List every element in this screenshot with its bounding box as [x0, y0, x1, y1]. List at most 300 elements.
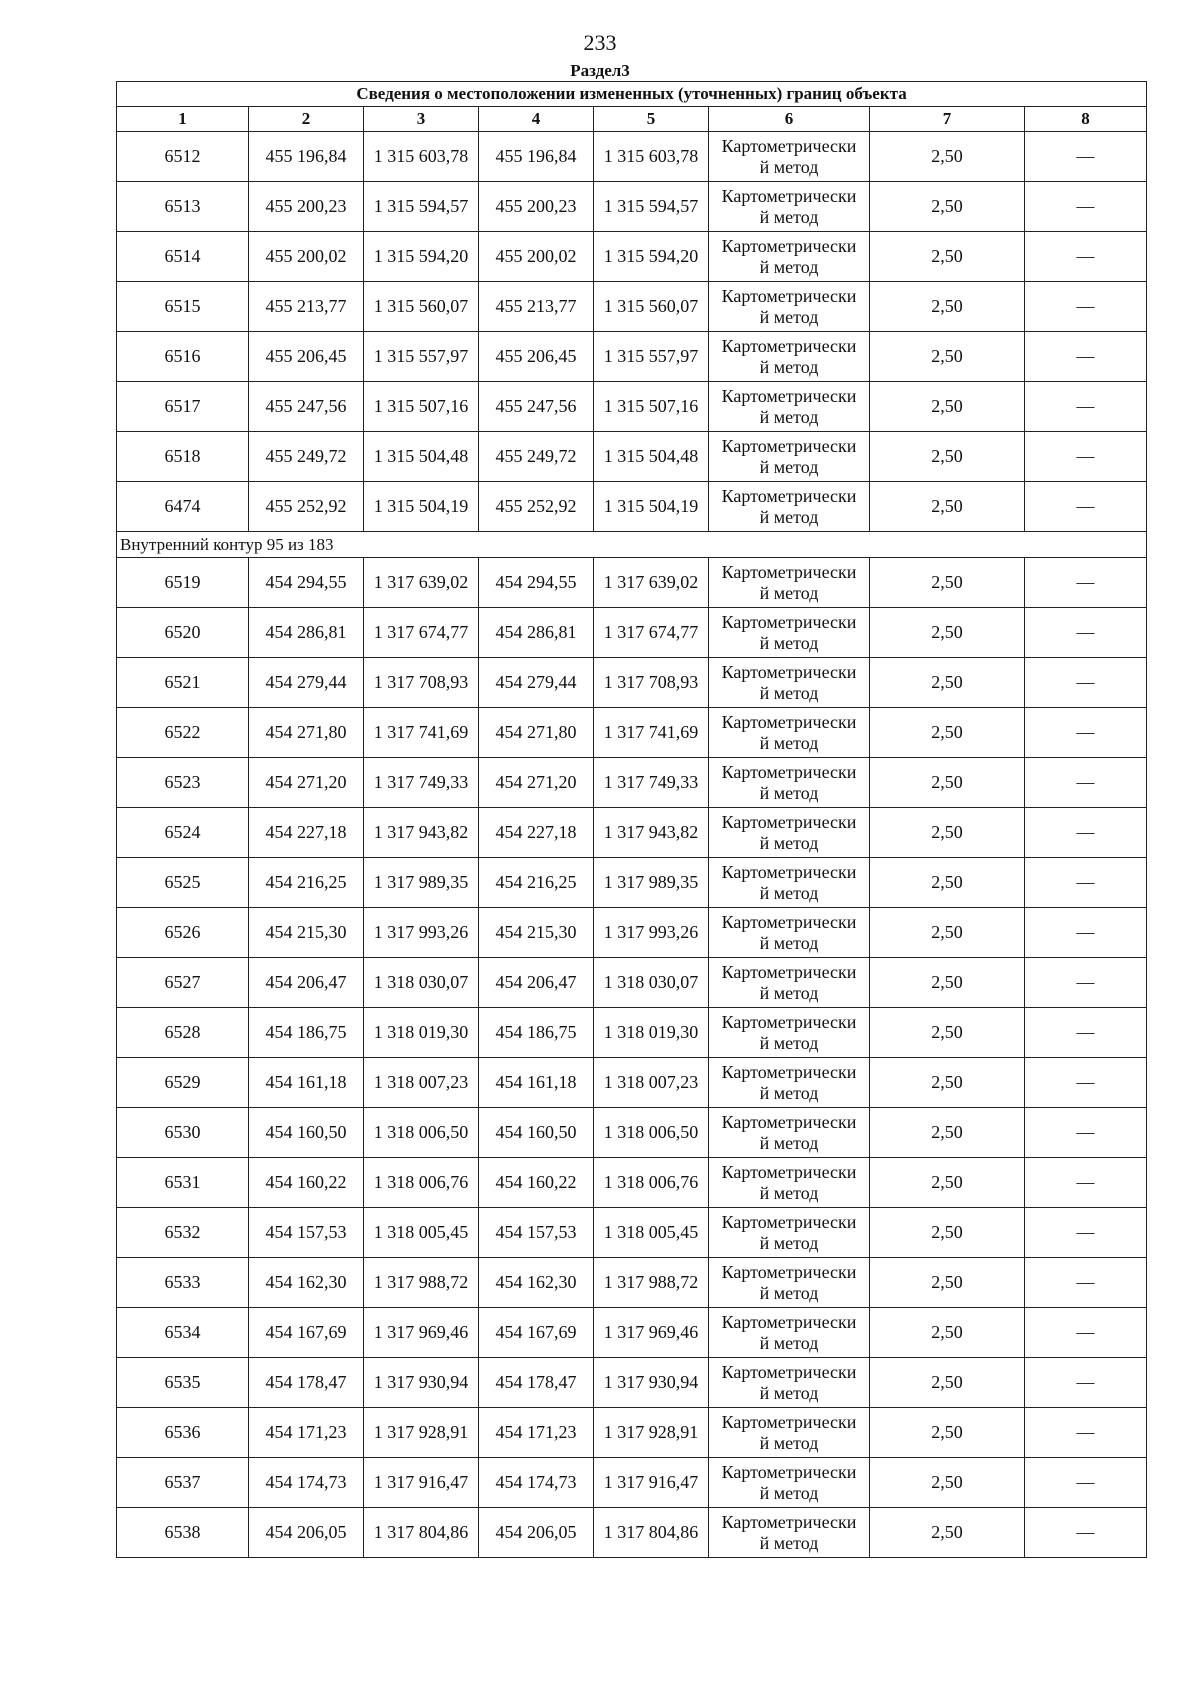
point-number-cell: 6528 — [117, 1008, 249, 1058]
accuracy-cell: 2,50 — [870, 608, 1025, 658]
accuracy-cell: 2,50 — [870, 1308, 1025, 1358]
method-cell — [709, 608, 870, 658]
method-cell — [709, 1008, 870, 1058]
y-coordinate-cell: 1 317 639,02 — [364, 558, 479, 608]
method-text-line: Картометрически — [721, 961, 857, 982]
method-text-line: Картометрически — [721, 335, 857, 356]
method-text-line: Картометрически — [721, 611, 857, 632]
method-cell — [709, 1508, 870, 1558]
method-text-line: й метод — [759, 982, 819, 1003]
x-coordinate-cell: 455 213,77 — [249, 282, 364, 332]
method-text-line: Картометрически — [721, 761, 857, 782]
y-coordinate-new-cell: 1 317 916,47 — [594, 1458, 709, 1508]
table-row — [117, 958, 1147, 1008]
x-coordinate-new-cell: 454 161,18 — [479, 1058, 594, 1108]
accuracy-cell: 2,50 — [870, 382, 1025, 432]
table-row — [117, 908, 1147, 958]
method-text-line: й метод — [759, 1232, 819, 1253]
accuracy-cell: 2,50 — [870, 482, 1025, 532]
method-text-line: Картометрически — [721, 435, 857, 456]
method-text-line: Картометрически — [721, 1461, 857, 1482]
table-row — [117, 432, 1147, 482]
method-text-line: й метод — [759, 932, 819, 953]
method-text-line: й метод — [759, 256, 819, 277]
method-text-line: Картометрически — [721, 1161, 857, 1182]
method-text-line: й метод — [759, 1082, 819, 1103]
accuracy-cell: 2,50 — [870, 908, 1025, 958]
method-text-line: й метод — [759, 1382, 819, 1403]
x-coordinate-new-cell: 455 249,72 — [479, 432, 594, 482]
point-number-cell: 6534 — [117, 1308, 249, 1358]
y-coordinate-cell: 1 317 916,47 — [364, 1458, 479, 1508]
table-row — [117, 758, 1147, 808]
x-coordinate-cell: 455 247,56 — [249, 382, 364, 432]
column-8-cell: — — [1025, 1108, 1147, 1158]
x-coordinate-new-cell: 455 200,23 — [479, 182, 594, 232]
column-8-cell: — — [1025, 1308, 1147, 1358]
y-coordinate-cell: 1 317 804,86 — [364, 1508, 479, 1558]
table-row — [117, 858, 1147, 908]
column-8-cell: — — [1025, 1358, 1147, 1408]
method-cell — [709, 558, 870, 608]
accuracy-cell: 2,50 — [870, 432, 1025, 482]
method-text-line: й метод — [759, 782, 819, 803]
point-number-cell: 6523 — [117, 758, 249, 808]
table-row — [117, 1158, 1147, 1208]
x-coordinate-new-cell: 455 200,02 — [479, 232, 594, 282]
column-number: 6 — [709, 107, 870, 132]
point-number-cell: 6536 — [117, 1408, 249, 1458]
x-coordinate-cell: 454 206,05 — [249, 1508, 364, 1558]
x-coordinate-new-cell: 454 186,75 — [479, 1008, 594, 1058]
point-number-cell: 6524 — [117, 808, 249, 858]
method-cell — [709, 482, 870, 532]
point-number-cell: 6526 — [117, 908, 249, 958]
method-text-line: й метод — [759, 1132, 819, 1153]
table-row — [117, 708, 1147, 758]
column-8-cell: — — [1025, 382, 1147, 432]
method-text-line: Картометрически — [721, 1311, 857, 1332]
method-text-line: й метод — [759, 406, 819, 427]
method-text-line: й метод — [759, 1532, 819, 1553]
method-cell — [709, 658, 870, 708]
y-coordinate-new-cell: 1 317 708,93 — [594, 658, 709, 708]
method-cell — [709, 808, 870, 858]
y-coordinate-new-cell: 1 318 007,23 — [594, 1058, 709, 1108]
y-coordinate-cell: 1 315 507,16 — [364, 382, 479, 432]
table-row — [117, 1508, 1147, 1558]
x-coordinate-cell: 454 157,53 — [249, 1208, 364, 1258]
method-text-line: Картометрически — [721, 561, 857, 582]
x-coordinate-cell: 454 227,18 — [249, 808, 364, 858]
y-coordinate-new-cell: 1 317 943,82 — [594, 808, 709, 858]
table-row — [117, 282, 1147, 332]
column-8-cell: — — [1025, 1008, 1147, 1058]
column-8-cell: — — [1025, 1208, 1147, 1258]
table-row — [117, 558, 1147, 608]
x-coordinate-new-cell: 455 252,92 — [479, 482, 594, 532]
x-coordinate-new-cell: 455 196,84 — [479, 132, 594, 182]
x-coordinate-new-cell: 454 178,47 — [479, 1358, 594, 1408]
point-number-cell: 6530 — [117, 1108, 249, 1158]
x-coordinate-new-cell: 455 213,77 — [479, 282, 594, 332]
method-cell — [709, 232, 870, 282]
column-number: 4 — [479, 107, 594, 132]
y-coordinate-new-cell: 1 315 594,20 — [594, 232, 709, 282]
point-number-cell: 6529 — [117, 1058, 249, 1108]
y-coordinate-cell: 1 317 708,93 — [364, 658, 479, 708]
y-coordinate-new-cell: 1 315 507,16 — [594, 382, 709, 432]
y-coordinate-new-cell: 1 318 006,50 — [594, 1108, 709, 1158]
y-coordinate-new-cell: 1 318 030,07 — [594, 958, 709, 1008]
x-coordinate-cell: 455 200,02 — [249, 232, 364, 282]
method-cell — [709, 132, 870, 182]
accuracy-cell: 2,50 — [870, 808, 1025, 858]
y-coordinate-cell: 1 317 969,46 — [364, 1308, 479, 1358]
accuracy-cell: 2,50 — [870, 282, 1025, 332]
x-coordinate-cell: 455 196,84 — [249, 132, 364, 182]
accuracy-cell: 2,50 — [870, 232, 1025, 282]
table-title-row — [117, 82, 1147, 107]
table-row — [117, 1208, 1147, 1258]
table-row — [117, 132, 1147, 182]
table-row — [117, 332, 1147, 382]
accuracy-cell: 2,50 — [870, 858, 1025, 908]
y-coordinate-new-cell: 1 318 005,45 — [594, 1208, 709, 1258]
method-text-line: й метод — [759, 832, 819, 853]
x-coordinate-cell: 454 162,30 — [249, 1258, 364, 1308]
accuracy-cell: 2,50 — [870, 1358, 1025, 1408]
x-coordinate-new-cell: 454 160,50 — [479, 1108, 594, 1158]
y-coordinate-cell: 1 315 557,97 — [364, 332, 479, 382]
y-coordinate-cell: 1 318 006,76 — [364, 1158, 479, 1208]
table-row — [117, 382, 1147, 432]
x-coordinate-new-cell: 455 247,56 — [479, 382, 594, 432]
table-title: Сведения о местоположении измененных (уточненных) границ объекта — [117, 82, 1147, 107]
y-coordinate-cell: 1 317 928,91 — [364, 1408, 479, 1458]
point-number-cell: 6512 — [117, 132, 249, 182]
method-text-line: й метод — [759, 1032, 819, 1053]
point-number-cell: 6531 — [117, 1158, 249, 1208]
x-coordinate-cell: 454 294,55 — [249, 558, 364, 608]
accuracy-cell: 2,50 — [870, 1008, 1025, 1058]
y-coordinate-cell: 1 318 019,30 — [364, 1008, 479, 1058]
column-8-cell: — — [1025, 958, 1147, 1008]
x-coordinate-cell: 454 171,23 — [249, 1408, 364, 1458]
point-number-cell: 6513 — [117, 182, 249, 232]
method-cell — [709, 1058, 870, 1108]
y-coordinate-new-cell: 1 317 930,94 — [594, 1358, 709, 1408]
x-coordinate-cell: 454 206,47 — [249, 958, 364, 1008]
point-number-cell: 6535 — [117, 1358, 249, 1408]
accuracy-cell: 2,50 — [870, 1408, 1025, 1458]
column-8-cell: — — [1025, 1158, 1147, 1208]
y-coordinate-new-cell: 1 315 594,57 — [594, 182, 709, 232]
table-row — [117, 1258, 1147, 1308]
accuracy-cell: 2,50 — [870, 332, 1025, 382]
column-8-cell: — — [1025, 708, 1147, 758]
x-coordinate-new-cell: 454 294,55 — [479, 558, 594, 608]
method-text-line: Картометрически — [721, 385, 857, 406]
x-coordinate-new-cell: 454 271,20 — [479, 758, 594, 808]
x-coordinate-cell: 454 279,44 — [249, 658, 364, 708]
x-coordinate-new-cell: 454 174,73 — [479, 1458, 594, 1508]
y-coordinate-cell: 1 317 741,69 — [364, 708, 479, 758]
method-text-line: й метод — [759, 456, 819, 477]
column-8-cell: — — [1025, 608, 1147, 658]
point-number-cell: 6515 — [117, 282, 249, 332]
x-coordinate-cell: 454 216,25 — [249, 858, 364, 908]
y-coordinate-new-cell: 1 317 988,72 — [594, 1258, 709, 1308]
table-row — [117, 808, 1147, 858]
table-row — [117, 182, 1147, 232]
table-row — [117, 482, 1147, 532]
method-text-line: й метод — [759, 1432, 819, 1453]
method-cell — [709, 1308, 870, 1358]
column-8-cell: — — [1025, 332, 1147, 382]
x-coordinate-cell: 454 186,75 — [249, 1008, 364, 1058]
x-coordinate-cell: 455 206,45 — [249, 332, 364, 382]
table-row — [117, 1458, 1147, 1508]
accuracy-cell: 2,50 — [870, 1258, 1025, 1308]
x-coordinate-new-cell: 454 271,80 — [479, 708, 594, 758]
x-coordinate-cell: 455 249,72 — [249, 432, 364, 482]
column-number: 3 — [364, 107, 479, 132]
point-number-cell: 6527 — [117, 958, 249, 1008]
method-cell — [709, 432, 870, 482]
accuracy-cell: 2,50 — [870, 1458, 1025, 1508]
y-coordinate-new-cell: 1 317 928,91 — [594, 1408, 709, 1458]
y-coordinate-cell: 1 318 006,50 — [364, 1108, 479, 1158]
x-coordinate-cell: 454 160,50 — [249, 1108, 364, 1158]
method-cell — [709, 1208, 870, 1258]
y-coordinate-new-cell: 1 317 749,33 — [594, 758, 709, 808]
accuracy-cell: 2,50 — [870, 1158, 1025, 1208]
column-8-cell: — — [1025, 232, 1147, 282]
column-8-cell: — — [1025, 1508, 1147, 1558]
method-cell — [709, 1158, 870, 1208]
accuracy-cell: 2,50 — [870, 1108, 1025, 1158]
point-number-cell: 6517 — [117, 382, 249, 432]
table-row — [117, 1308, 1147, 1358]
point-number-cell: 6537 — [117, 1458, 249, 1508]
method-text-line: й метод — [759, 632, 819, 653]
method-text-line: Картометрически — [721, 861, 857, 882]
method-cell — [709, 382, 870, 432]
column-8-cell: — — [1025, 1258, 1147, 1308]
y-coordinate-cell: 1 315 560,07 — [364, 282, 479, 332]
accuracy-cell: 2,50 — [870, 658, 1025, 708]
x-coordinate-cell: 454 286,81 — [249, 608, 364, 658]
column-8-cell: — — [1025, 432, 1147, 482]
y-coordinate-cell: 1 317 674,77 — [364, 608, 479, 658]
point-number-cell: 6538 — [117, 1508, 249, 1558]
method-text-line: Картометрически — [721, 185, 857, 206]
method-cell — [709, 282, 870, 332]
method-cell — [709, 182, 870, 232]
column-number: 5 — [594, 107, 709, 132]
x-coordinate-cell: 454 271,20 — [249, 758, 364, 808]
point-number-cell: 6518 — [117, 432, 249, 482]
method-text-line: й метод — [759, 1332, 819, 1353]
method-text-line: й метод — [759, 732, 819, 753]
method-text-line: й метод — [759, 206, 819, 227]
point-number-cell: 6519 — [117, 558, 249, 608]
accuracy-cell: 2,50 — [870, 1058, 1025, 1108]
contour-header-row — [117, 532, 1147, 558]
y-coordinate-cell: 1 318 005,45 — [364, 1208, 479, 1258]
y-coordinate-cell: 1 317 943,82 — [364, 808, 479, 858]
method-cell — [709, 708, 870, 758]
y-coordinate-new-cell: 1 317 804,86 — [594, 1508, 709, 1558]
accuracy-cell: 2,50 — [870, 708, 1025, 758]
method-cell — [709, 858, 870, 908]
column-8-cell: — — [1025, 558, 1147, 608]
column-8-cell: — — [1025, 1408, 1147, 1458]
x-coordinate-cell: 455 200,23 — [249, 182, 364, 232]
column-8-cell: — — [1025, 658, 1147, 708]
accuracy-cell: 2,50 — [870, 758, 1025, 808]
table-body — [117, 82, 1147, 1558]
method-cell — [709, 908, 870, 958]
x-coordinate-new-cell: 454 162,30 — [479, 1258, 594, 1308]
method-text-line: Картометрически — [721, 1361, 857, 1382]
column-8-cell: — — [1025, 282, 1147, 332]
x-coordinate-new-cell: 454 279,44 — [479, 658, 594, 708]
method-text-line: Картометрически — [721, 235, 857, 256]
x-coordinate-new-cell: 454 171,23 — [479, 1408, 594, 1458]
accuracy-cell: 2,50 — [870, 132, 1025, 182]
method-text-line: Картометрически — [721, 1261, 857, 1282]
x-coordinate-cell: 454 160,22 — [249, 1158, 364, 1208]
y-coordinate-new-cell: 1 315 560,07 — [594, 282, 709, 332]
x-coordinate-cell: 454 174,73 — [249, 1458, 364, 1508]
y-coordinate-new-cell: 1 318 006,76 — [594, 1158, 709, 1208]
y-coordinate-cell: 1 317 930,94 — [364, 1358, 479, 1408]
point-number-cell: 6520 — [117, 608, 249, 658]
point-number-cell: 6514 — [117, 232, 249, 282]
y-coordinate-new-cell: 1 317 989,35 — [594, 858, 709, 908]
y-coordinate-new-cell: 1 318 019,30 — [594, 1008, 709, 1058]
accuracy-cell: 2,50 — [870, 1508, 1025, 1558]
column-number-row — [117, 107, 1147, 132]
y-coordinate-new-cell: 1 317 969,46 — [594, 1308, 709, 1358]
method-text-line: Картометрически — [721, 135, 857, 156]
table-row — [117, 658, 1147, 708]
y-coordinate-new-cell: 1 317 674,77 — [594, 608, 709, 658]
contour-label: Внутренний контур 95 из 183 — [117, 532, 1147, 558]
method-text-line: Картометрически — [721, 1011, 857, 1032]
x-coordinate-new-cell: 454 216,25 — [479, 858, 594, 908]
point-number-cell: 6516 — [117, 332, 249, 382]
method-text-line: й метод — [759, 506, 819, 527]
point-number-cell: 6525 — [117, 858, 249, 908]
x-coordinate-cell: 454 271,80 — [249, 708, 364, 758]
method-text-line: Картометрически — [721, 911, 857, 932]
accuracy-cell: 2,50 — [870, 182, 1025, 232]
table-row — [117, 1358, 1147, 1408]
table-row — [117, 608, 1147, 658]
column-8-cell: — — [1025, 1458, 1147, 1508]
method-cell — [709, 1358, 870, 1408]
x-coordinate-new-cell: 454 206,05 — [479, 1508, 594, 1558]
table-row — [117, 1108, 1147, 1158]
x-coordinate-new-cell: 454 206,47 — [479, 958, 594, 1008]
x-coordinate-new-cell: 454 157,53 — [479, 1208, 594, 1258]
x-coordinate-cell: 454 161,18 — [249, 1058, 364, 1108]
column-8-cell: — — [1025, 808, 1147, 858]
section-title: Раздел3 — [570, 61, 630, 80]
y-coordinate-cell: 1 318 007,23 — [364, 1058, 479, 1108]
column-number: 8 — [1025, 107, 1147, 132]
table-row — [117, 1408, 1147, 1458]
x-coordinate-new-cell: 455 206,45 — [479, 332, 594, 382]
method-text-line: Картометрически — [721, 1411, 857, 1432]
method-text-line: Картометрически — [721, 661, 857, 682]
column-8-cell: — — [1025, 858, 1147, 908]
column-8-cell: — — [1025, 182, 1147, 232]
point-number-cell: 6522 — [117, 708, 249, 758]
method-text-line: й метод — [759, 306, 819, 327]
method-cell — [709, 758, 870, 808]
x-coordinate-new-cell: 454 227,18 — [479, 808, 594, 858]
y-coordinate-cell: 1 317 993,26 — [364, 908, 479, 958]
method-text-line: й метод — [759, 356, 819, 377]
y-coordinate-new-cell: 1 317 639,02 — [594, 558, 709, 608]
method-text-line: й метод — [759, 1482, 819, 1503]
method-cell — [709, 958, 870, 1008]
y-coordinate-cell: 1 315 594,57 — [364, 182, 479, 232]
table-row — [117, 1008, 1147, 1058]
method-text-line: й метод — [759, 156, 819, 177]
method-text-line: Картометрически — [721, 1211, 857, 1232]
x-coordinate-new-cell: 454 160,22 — [479, 1158, 594, 1208]
column-8-cell: — — [1025, 482, 1147, 532]
table-row — [117, 232, 1147, 282]
y-coordinate-new-cell: 1 315 504,19 — [594, 482, 709, 532]
y-coordinate-cell: 1 317 988,72 — [364, 1258, 479, 1308]
method-text-line: Картометрически — [721, 1061, 857, 1082]
table-row — [117, 1058, 1147, 1108]
method-text-line: Картометрически — [721, 711, 857, 732]
y-coordinate-cell: 1 315 594,20 — [364, 232, 479, 282]
method-text-line: Картометрически — [721, 1511, 857, 1532]
method-text-line: й метод — [759, 882, 819, 903]
y-coordinate-cell: 1 315 504,48 — [364, 432, 479, 482]
method-cell — [709, 1258, 870, 1308]
x-coordinate-new-cell: 454 215,30 — [479, 908, 594, 958]
x-coordinate-new-cell: 454 286,81 — [479, 608, 594, 658]
method-text-line: Картометрически — [721, 811, 857, 832]
method-text-line: й метод — [759, 582, 819, 603]
accuracy-cell: 2,50 — [870, 1208, 1025, 1258]
point-number-cell: 6474 — [117, 482, 249, 532]
point-number-cell: 6532 — [117, 1208, 249, 1258]
y-coordinate-new-cell: 1 317 741,69 — [594, 708, 709, 758]
y-coordinate-cell: 1 317 749,33 — [364, 758, 479, 808]
accuracy-cell: 2,50 — [870, 958, 1025, 1008]
accuracy-cell: 2,50 — [870, 558, 1025, 608]
x-coordinate-cell: 454 215,30 — [249, 908, 364, 958]
method-text-line: й метод — [759, 1182, 819, 1203]
x-coordinate-cell: 454 167,69 — [249, 1308, 364, 1358]
column-number: 7 — [870, 107, 1025, 132]
method-text-line: Картометрически — [721, 285, 857, 306]
method-text-line: й метод — [759, 1282, 819, 1303]
x-coordinate-cell: 454 178,47 — [249, 1358, 364, 1408]
method-text-line: й метод — [759, 682, 819, 703]
column-number: 1 — [117, 107, 249, 132]
